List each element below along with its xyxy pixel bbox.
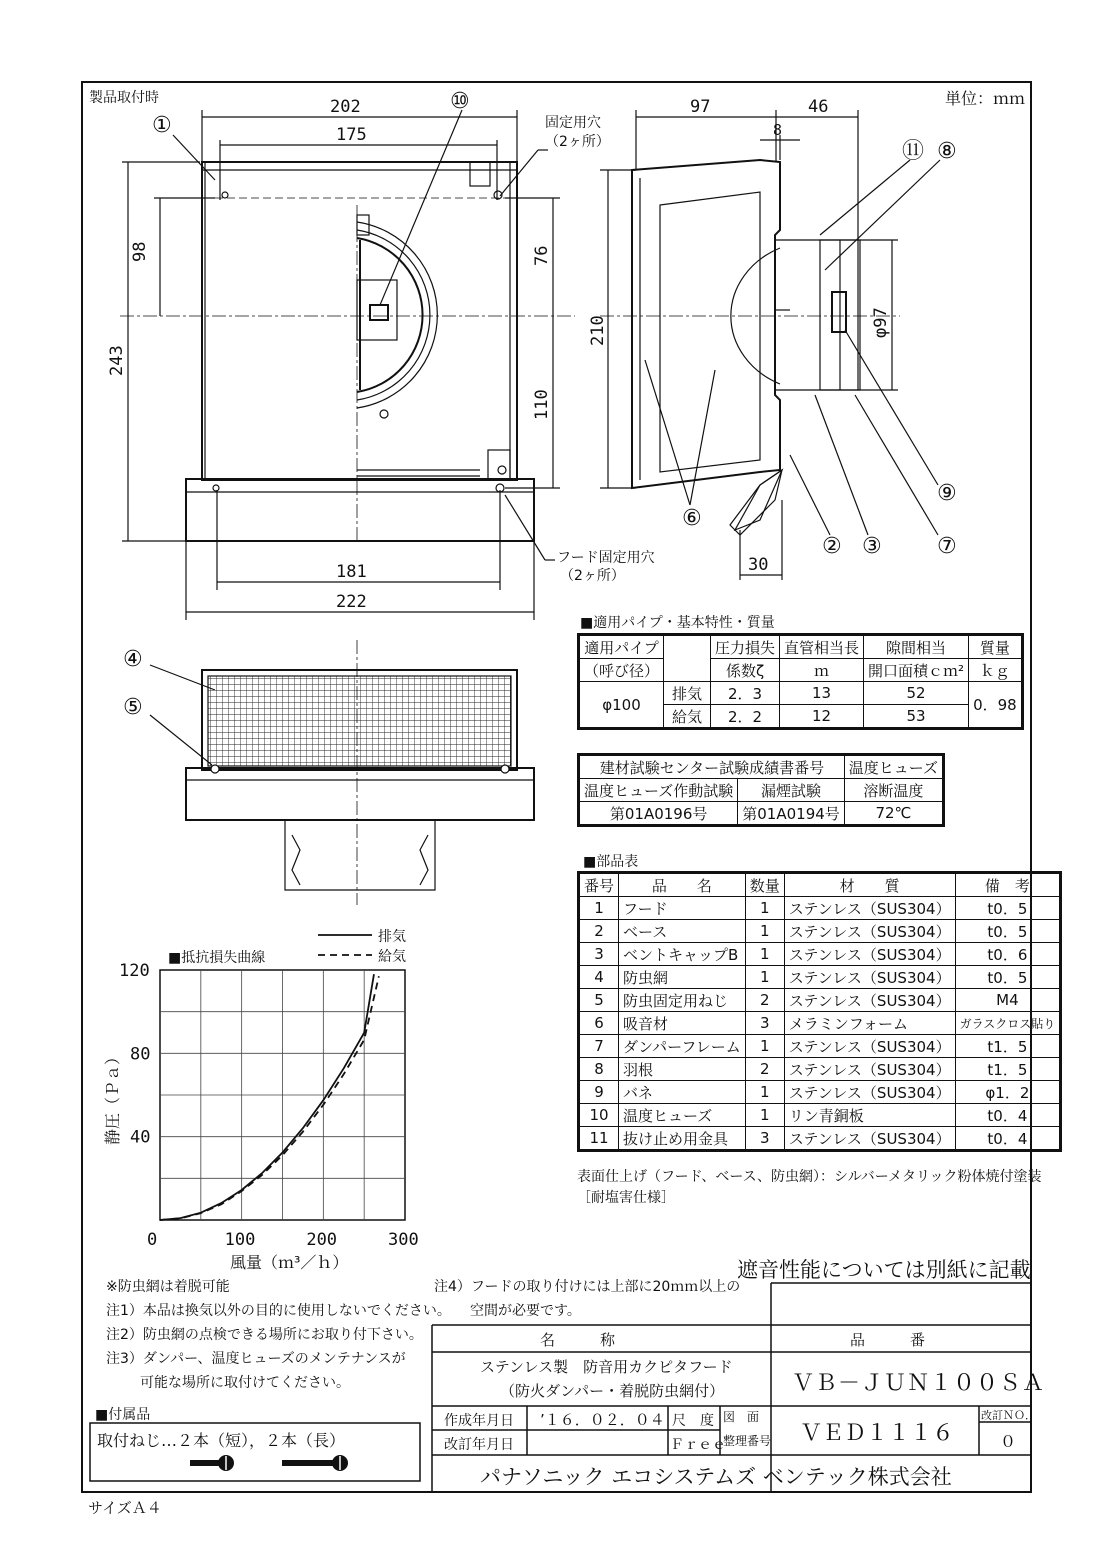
table-row: 給気 2．2 12 53 xyxy=(579,705,1023,729)
table-cell: ステンレス（SUS304） xyxy=(784,1058,955,1081)
table-cell: 2 xyxy=(745,1058,784,1081)
svg-text:98: 98 xyxy=(130,241,150,262)
section-label: 製品取付時 xyxy=(89,90,159,106)
created-label: 作成年月日 xyxy=(444,1413,514,1429)
table-cell: t0．5 xyxy=(955,966,1061,989)
table-cell: ベース xyxy=(619,920,746,943)
svg-text:46: 46 xyxy=(808,97,829,117)
revision-number: ０ xyxy=(1000,1432,1017,1451)
bottom-view xyxy=(150,640,534,905)
table-cell: 1 xyxy=(745,1081,784,1104)
table-cell: メラミンフォーム xyxy=(784,1012,955,1035)
resistance-chart xyxy=(103,928,419,1272)
table-cell: M4 xyxy=(955,989,1061,1012)
finish-note: 表面仕上げ（フード、ベース、防虫網）：シルバーメタリック粉体焼付塗装 xyxy=(577,1169,1042,1185)
table-cell: 1 xyxy=(745,966,784,989)
accessories-title: ■付属品 xyxy=(95,1407,151,1423)
svg-text:243: 243 xyxy=(107,345,127,376)
table-cell: 1 xyxy=(745,943,784,966)
revised-label: 改訂年月日 xyxy=(444,1437,514,1453)
parts-table: 番号 品 名 数量 材 質 備 考 1 フード 1 ステンレス（SUS304） t0．5 2 ベース 1 ステンレス（SUS304） t0．5 3 ベントキャップB 1 ステンレス（SUS304） t0．6 4 防虫網 1 ステンレス（SUS304） t0．5 5 防虫固定用ねじ 2 ステンレス（SUS304） M4 6 吸音材 3 メラミンフォーム ガラスクロス貼り 7 ダンパーフレーム 1 ステンレス（SUS304） t1．5 8 羽根 2 ステンレス（SUS304） t1．5 9 バネ 1 ステンレス（SUS304） φ1．2 10 温度ヒューズ 1 リン青銅板 t0．4 11 抜け止め用金具 3 ステンレス（SUS304） t0．4 xyxy=(577,871,1062,1152)
svg-text:97: 97 xyxy=(690,97,711,117)
product-number: ＶＢ－ＪＵＮ１００ＳＡ xyxy=(792,1371,1046,1396)
table-cell: 5 xyxy=(579,989,619,1012)
note-3a: 注3）ダンパー、温度ヒューズのメンテナンスが xyxy=(106,1351,406,1367)
x-tick-label: 0 xyxy=(147,1230,158,1250)
finish-note-2: ［耐塩害仕様］ xyxy=(577,1190,675,1206)
table-cell: 羽根 xyxy=(619,1058,746,1081)
callout-6: ⑥ xyxy=(682,506,702,531)
callout-9: ⑨ xyxy=(937,481,957,506)
table-cell: 抜け止め用金具 xyxy=(619,1127,746,1151)
svg-text:110: 110 xyxy=(532,389,552,420)
table-cell: 2 xyxy=(745,989,784,1012)
product-label: 品 番 xyxy=(850,1331,926,1349)
svg-text:222: 222 xyxy=(336,592,367,612)
note-4b: 空間が必要です。 xyxy=(470,1303,581,1319)
table-row xyxy=(579,1104,1061,1127)
table-cell: φ1．2 xyxy=(955,1081,1061,1104)
screw-icon xyxy=(190,1452,360,1476)
table-cell: 1 xyxy=(745,920,784,943)
table-cell: ステンレス（SUS304） xyxy=(784,1035,955,1058)
svg-text:76: 76 xyxy=(532,245,552,266)
table-row xyxy=(579,920,1061,943)
revision-label: 改訂ＮＯ． xyxy=(981,1409,1036,1422)
table-cell: ステンレス（SUS304） xyxy=(784,989,955,1012)
table-cell: t0．6 xyxy=(955,943,1061,966)
x-tick-label: 100 xyxy=(224,1230,256,1250)
y-tick-label: 40 xyxy=(130,1127,151,1148)
table-row xyxy=(579,966,1061,989)
y-tick-label: 120 xyxy=(119,961,150,981)
table-cell: 6 xyxy=(579,1012,619,1035)
svg-text:（2ヶ所）: （2ヶ所） xyxy=(560,568,625,584)
svg-text:202: 202 xyxy=(330,97,361,117)
table-cell: ダンパーフレーム xyxy=(619,1035,746,1058)
table-cell: 8 xyxy=(579,1058,619,1081)
callout-10: ⑩ xyxy=(450,89,470,114)
sound-note: 遮音性能については別紙に記載 xyxy=(737,1258,1031,1282)
table-cell: ステンレス（SUS304） xyxy=(784,966,955,989)
pipe-h1: 適用パイプ xyxy=(579,635,664,659)
table-cell: ベントキャップB xyxy=(619,943,746,966)
note-3b: 可能な場所に取付けてください。 xyxy=(140,1375,350,1391)
legend-label: 給気 xyxy=(378,949,406,965)
drawing-label: 図 面 xyxy=(723,1410,760,1424)
table-cell: 9 xyxy=(579,1081,619,1104)
table-row xyxy=(579,1012,1061,1035)
front-view-dims xyxy=(107,89,655,612)
y-tick-label: 80 xyxy=(130,1044,151,1065)
table-cell: t1．5 xyxy=(955,1058,1061,1081)
table-cell: ガラスクロス貼り xyxy=(955,1012,1061,1035)
table-cell: t1．5 xyxy=(955,1035,1061,1058)
series-line-0 xyxy=(160,974,374,1220)
drawing-number: ＶＥＤ１１１６ xyxy=(800,1421,955,1446)
table-cell: 3 xyxy=(745,1012,784,1035)
callout-5: ⑤ xyxy=(123,695,143,720)
svg-text:フード固定用穴: フード固定用穴 xyxy=(557,550,655,566)
table-row xyxy=(579,943,1061,966)
table-cell: t0．5 xyxy=(955,920,1061,943)
table-cell: 防虫固定用ねじ xyxy=(619,989,746,1012)
callout-7: ⑦ xyxy=(937,534,957,559)
table-cell: 3 xyxy=(579,943,619,966)
name-label: 名 称 xyxy=(540,1331,616,1349)
table-row: 第01A0196号 第01A0194号 72℃ xyxy=(579,802,944,826)
y-axis-label: 静圧（Ｐａ） xyxy=(103,1048,122,1145)
svg-text:181: 181 xyxy=(336,562,367,582)
table-cell: ステンレス（SUS304） xyxy=(784,920,955,943)
table-row xyxy=(579,897,1061,920)
callout-1: ① xyxy=(152,113,172,138)
table-cell: 2 xyxy=(579,920,619,943)
product-name-2: （防火ダンパー・着脱防虫網付） xyxy=(500,1382,725,1400)
table-cell: t0．4 xyxy=(955,1127,1061,1151)
accessories-text: 取付ねじ…２本（短），２本（長） xyxy=(97,1431,346,1450)
unit-label: 単位：ｍｍ xyxy=(945,89,1026,108)
note-2: 注2）防虫網の点検できる場所にお取り付下さい。 xyxy=(106,1327,423,1343)
svg-text:175: 175 xyxy=(336,125,367,145)
table-row xyxy=(579,1058,1061,1081)
table-cell: 4 xyxy=(579,966,619,989)
test-table: 建材試験センター試験成績書番号 温度ヒューズ 温度ヒューズ作動試験 漏煙試験 溶断温度 第01A0196号 第01A0194号 72℃ xyxy=(577,753,945,827)
x-axis-label: 風量（ｍ³／ｈ） xyxy=(230,1253,349,1272)
size-label: サイズＡ４ xyxy=(88,1499,162,1517)
chart-title: ■抵抗損失曲線 xyxy=(168,950,266,966)
table-cell: 防虫網 xyxy=(619,966,746,989)
svg-text:210: 210 xyxy=(588,315,608,346)
side-view xyxy=(600,110,940,580)
table-cell: 11 xyxy=(579,1127,619,1151)
callout-3: ③ xyxy=(862,534,882,559)
table-row xyxy=(579,1035,1061,1058)
x-tick-label: 200 xyxy=(306,1230,338,1250)
x-tick-label: 300 xyxy=(388,1230,419,1250)
table-cell: 1 xyxy=(745,897,784,920)
table-row: φ100 排気 2．3 13 52 0．98 xyxy=(579,682,1023,705)
table-cell: t0．4 xyxy=(955,1104,1061,1127)
parts-table-title: ■部品表 xyxy=(583,854,639,870)
table-row xyxy=(579,1127,1061,1151)
table-cell: ステンレス（SUS304） xyxy=(784,1081,955,1104)
table-cell: ステンレス（SUS304） xyxy=(784,943,955,966)
callout-4: ④ xyxy=(123,647,143,672)
table-cell: 1 xyxy=(745,1104,784,1127)
scale-label: 尺 度 xyxy=(672,1413,714,1429)
pipe-table-title: ■適用パイプ・基本特性・質量 xyxy=(580,615,775,631)
table-row xyxy=(579,989,1061,1012)
svg-text:8: 8 xyxy=(773,121,783,139)
legend-label: 排気 xyxy=(378,929,406,945)
table-cell: ステンレス（SUS304） xyxy=(784,897,955,920)
svg-text:30: 30 xyxy=(748,555,769,575)
table-cell: 1 xyxy=(579,897,619,920)
svg-text:固定用穴: 固定用穴 xyxy=(545,115,601,131)
table-cell: 10 xyxy=(579,1104,619,1127)
front-view xyxy=(120,110,575,620)
drawing-label-2: 整理番号 xyxy=(723,1434,772,1448)
scale-value: Ｆｒｅｅ xyxy=(670,1437,726,1453)
table-cell: ステンレス（SUS304） xyxy=(784,1127,955,1151)
callout-2: ② xyxy=(822,534,842,559)
pipe-table: 適用パイプ 圧力損失 直管相当長 隙間相当 質量 （呼び径） 係数ζ ｍ 開口面積ｃｍ² ｋｇ φ100 排気 2．3 13 52 0．98 給気 2．2 12 53 xyxy=(577,633,1024,730)
series-line-1 xyxy=(160,976,379,1220)
note-removable: ※防虫網は着脱可能 xyxy=(106,1279,230,1295)
table-cell: 3 xyxy=(745,1127,784,1151)
callout-8: ⑧ xyxy=(937,139,957,164)
created-date: ’１６．０２．０４ xyxy=(540,1411,665,1429)
note-4a: 注4）フードの取り付けには上部に20ｍｍ以上の xyxy=(434,1279,741,1295)
table-cell: 温度ヒューズ xyxy=(619,1104,746,1127)
table-cell: t0．5 xyxy=(955,897,1061,920)
table-cell: 7 xyxy=(579,1035,619,1058)
table-cell: リン青銅板 xyxy=(784,1104,955,1127)
callout-11: ⑪ xyxy=(902,139,925,164)
table-cell: フード xyxy=(619,897,746,920)
table-cell: 1 xyxy=(745,1035,784,1058)
table-cell: 吸音材 xyxy=(619,1012,746,1035)
svg-text:φ97: φ97 xyxy=(871,307,891,338)
note-1: 注1）本品は換気以外の目的に使用しないでください。 xyxy=(106,1303,451,1319)
company-name: パナソニック エコシステムズ ベンテック株式会社 xyxy=(480,1465,952,1489)
table-cell: バネ xyxy=(619,1081,746,1104)
product-name-1: ステンレス製 防音用カクピタフード xyxy=(480,1358,733,1376)
table-row xyxy=(579,1081,1061,1104)
svg-text:（2ヶ所）: （2ヶ所） xyxy=(545,134,610,150)
